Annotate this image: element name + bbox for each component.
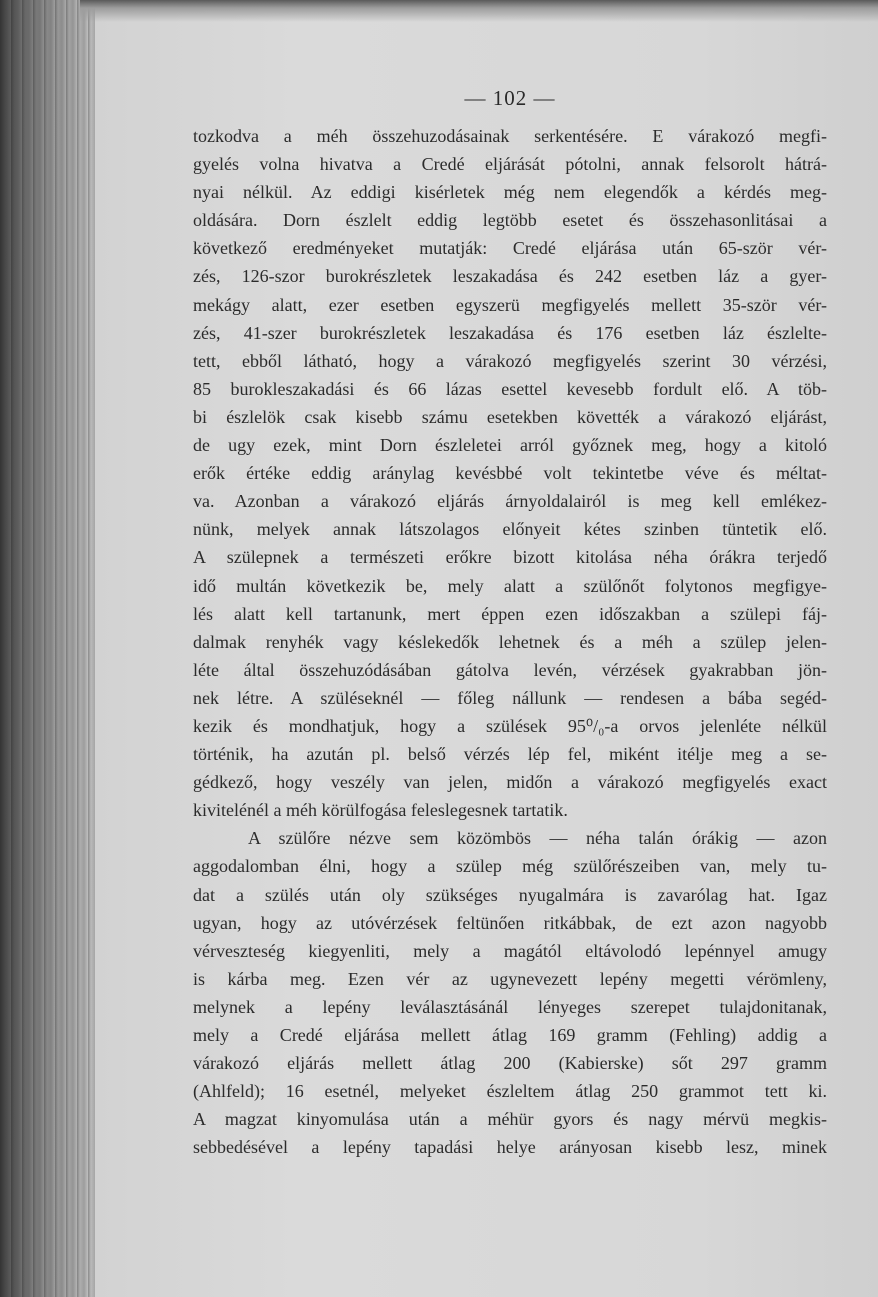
text-line: mely a Credé eljárása mellett átlag 169 gramm (Fehling) addig a <box>193 1025 827 1045</box>
text-line: következő eredményeket mutatják: Credé eljárása után 65-ször vér- <box>193 238 827 259</box>
text-line: tozkodva a méh összehuzodásainak serkentésére. E várakozó megfi- <box>193 126 827 146</box>
text-line: zés, 126-szor burokrészletek leszakadása és 242 esetben láz a gyer- <box>193 266 827 287</box>
text-line: nek létre. A szüléseknél — főleg nállunk — rendesen a bába segéd- <box>193 687 827 708</box>
text-line: gédkező, hogy veszély van jelen, midőn a várakozó megfigyelés exact <box>193 772 827 793</box>
text-line: is kárba meg. Ezen vér az ugynevezett lepény megetti vérömleny, <box>193 968 827 989</box>
text-line: várakozó eljárás mellett átlag 200 (Kabierske) sőt 297 gramm <box>193 1053 827 1074</box>
text-line: lés alatt kell tartanunk, mert éppen ezen időszakban a szülepi fáj- <box>193 603 827 624</box>
text-line: A szülepnek a természeti erőkre bizott kitolása néha órákra terjedő <box>193 547 827 568</box>
text-line: (Ahlfeld); 16 esetnél, melyeket észleltem átlag 250 grammot tett ki. <box>193 1081 827 1102</box>
text-line: erők értéke eddig aránylag kevésbbé volt tekintetbe véve és méltat- <box>193 463 827 484</box>
text-line: melynek a lepény leválasztásánál lényeges szerepet tulajdonitanak, <box>193 996 827 1017</box>
text-line: mekágy alatt, ezer esetben egyszerü megfigyelés mellett 35-ször vér- <box>193 294 827 315</box>
text-line: zés, 41-szer burokrészletek leszakadása és 176 esetben láz észlelte- <box>193 322 827 343</box>
text-line: történik, ha azután pl. belső vérzés lép fel, miként itélje meg a se- <box>193 744 827 765</box>
text-line: kezik és mondhatjuk, hogy a szülések 95⁰/₀-a orvos jelenléte nélkül <box>193 715 827 736</box>
text-line: A magzat kinyomulása után a méhür gyors és nagy mérvü megkis- <box>193 1109 827 1130</box>
text-line: aggodalomban élni, hogy a szülep még szülőrészeiben van, mely tu- <box>193 856 827 877</box>
text-line: vérveszteség kiegyenliti, mely a magától eltávolodó lepénnyel amugy <box>193 940 827 961</box>
text-line: dat a szülés után oly szükséges nyugalmára is zavarólag hat. Igaz <box>193 884 827 905</box>
text-line: 85 burokleszakadási és 66 lázas esettel kevesebb fordult elő. A töb- <box>193 378 827 399</box>
text-line: gyelés volna hivatva a Credé eljárását pótolni, annak felsorolt hátrá- <box>193 154 827 175</box>
text-line: oldására. Dorn észlelt eddig legtöbb esetet és összehasonlitásai a <box>193 210 827 231</box>
text-line: kivitelénél a méh körülfogása feleslegesnek tartatik. <box>193 800 568 821</box>
text-line: nünk, melyek annak látszolagos előnyeit kétes szinben tüntetik elő. <box>193 519 827 540</box>
text-line: léte által összehuzódásában gátolva levén, vérzések gyakrabban jön- <box>193 659 827 680</box>
page-top-shadow <box>80 0 878 22</box>
text-line: ugyan, hogy az utóvérzések feltünően ritkábbak, de ezt azon nagyobb <box>193 912 827 933</box>
text-line: bi észlelök csak kisebb számu esetekben követték a várakozó eljárást, <box>193 406 827 427</box>
text-line: nyai nélkül. Az eddigi kisérletek még nem elegendők a kérdés meg- <box>193 182 827 203</box>
text-line: tett, ebből látható, hogy a várakozó megfigyelés szerint 30 vérzési, <box>193 350 827 371</box>
text-line: va. Azonban a várakozó eljárás árnyoldalairól is meg kell emlékez- <box>193 491 827 512</box>
text-line: A szülőre nézve sem közömbös — néha talán órákig — azon <box>248 828 827 849</box>
body-text <box>193 122 827 1161</box>
book-binding-edge <box>0 0 95 1297</box>
page-number: — 102 — <box>464 86 556 110</box>
text-line: dalmak renyhék vagy késlekedők lehetnek és a méh a szülep jelen- <box>193 631 827 652</box>
text-line: sebbedésével a lepény tapadási helye arányosan kisebb lesz, minek <box>193 1137 827 1158</box>
text-line: de ugy ezek, mint Dorn észleletei arról győznek meg, hogy a kitoló <box>193 435 827 456</box>
text-line: idő multán következik be, mely alatt a szülőnőt folytonos megfigye- <box>193 575 827 596</box>
